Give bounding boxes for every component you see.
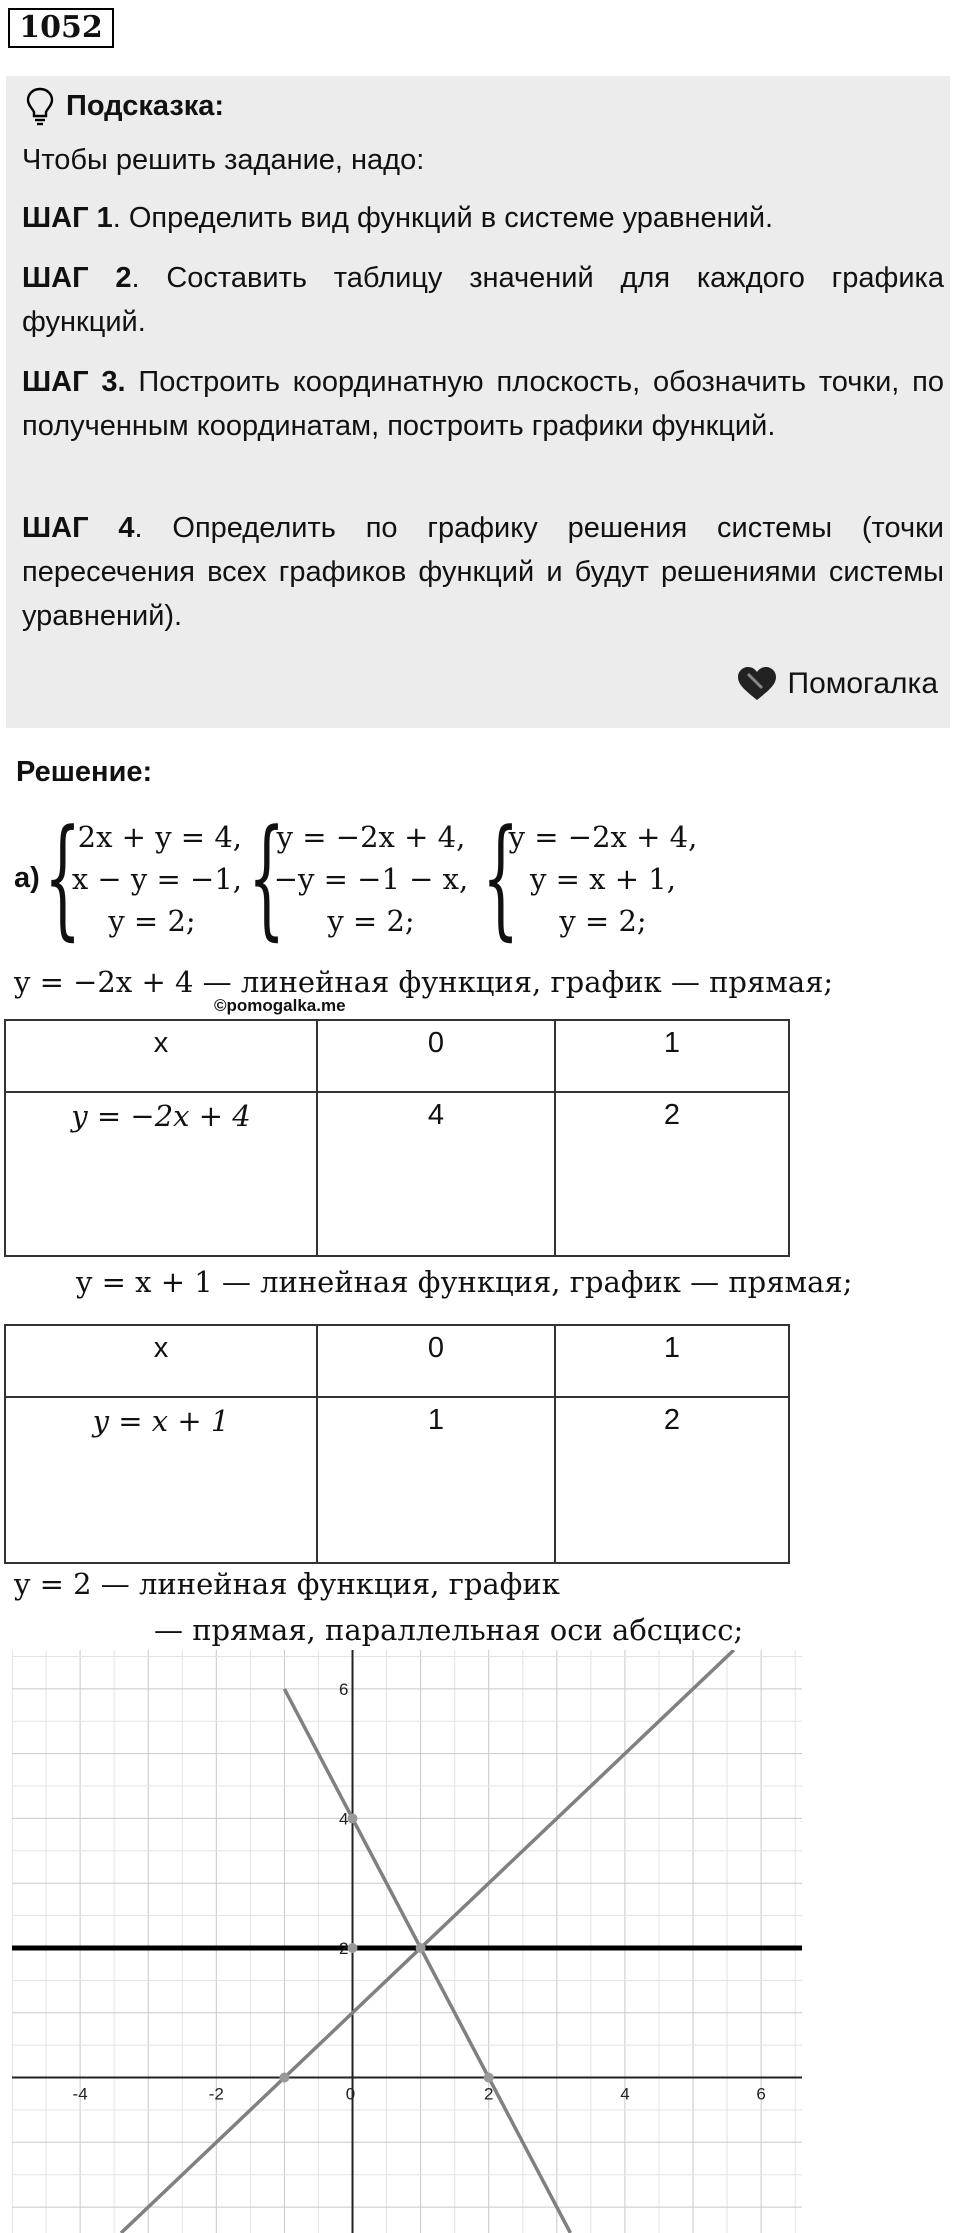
data-point <box>279 2073 289 2083</box>
tick-labels <box>73 1680 766 2104</box>
function-2-description: y = x + 1 — линейная функция, график — прямая; <box>76 1265 853 1299</box>
table-cell: y = x + 1 <box>5 1397 317 1563</box>
table-cell: 1 <box>317 1397 555 1563</box>
table-cell: 4 <box>317 1092 555 1256</box>
table-row <box>5 1397 789 1563</box>
values-table-1 <box>4 1019 790 1257</box>
function-1-description: y = −2x + 4 — линейная функция, график — прямая; <box>14 965 834 999</box>
brand-link[interactable] <box>736 662 939 706</box>
series-lines <box>12 1650 802 2233</box>
axes <box>12 1650 802 2233</box>
step-label: ШАГ 1 <box>22 202 113 234</box>
x-tick-label: -4 <box>72 2084 88 2104</box>
function-graph <box>12 1650 802 2233</box>
table-cell: 1 <box>555 1020 789 1092</box>
system-eq: y = x + 1, <box>530 862 676 896</box>
system-eq: x − y = −1, <box>71 862 242 896</box>
table-header-row <box>5 1325 789 1397</box>
table-cell: 0 <box>317 1020 555 1092</box>
hint-box <box>6 76 950 728</box>
table-cell: 0 <box>317 1325 555 1397</box>
brand-label: Помогалка <box>787 667 938 700</box>
system-eq: y = 2; <box>327 904 415 938</box>
series-line <box>121 1650 734 2233</box>
step-text: . Определить по графику решения системы (точки пересечения всех графиков функций и будут решениями системы уравнений). <box>22 512 944 632</box>
lightbulb-icon <box>24 86 56 126</box>
task-number: 1052 <box>8 8 114 48</box>
function-3-description: y = 2 — линейная функция, график <box>14 1567 560 1601</box>
table-cell: x <box>5 1325 317 1397</box>
step-text: . Составить таблицу значений для каждого графика функций. <box>22 262 944 338</box>
solution-title: Решение: <box>16 756 153 788</box>
step-text: Построить координатную плоскость, обозначить точки, по полученным координатам, построить графики функций. <box>22 366 944 442</box>
system-1 <box>62 816 242 942</box>
x-tick-label: 6 <box>756 2084 766 2104</box>
x-tick-label: -2 <box>208 2084 224 2104</box>
table-header-row <box>5 1020 789 1092</box>
step-text: . Определить вид функций в системе уравнений. <box>112 202 774 234</box>
table-cell: 2 <box>555 1397 789 1563</box>
x-tick-label: 2 <box>483 2084 494 2104</box>
table-cell: 2 <box>555 1092 789 1256</box>
y-tick-label: 2 <box>339 1938 349 1958</box>
function-3-description-cont: — прямая, параллельная оси абсцисс; <box>154 1613 744 1647</box>
table-cell: 1 <box>555 1325 789 1397</box>
part-label: а) <box>14 862 40 894</box>
step-label: ШАГ 4 <box>22 512 135 544</box>
hint-step-1 <box>22 196 944 240</box>
table-row <box>5 1092 789 1256</box>
system-brace: { <box>248 801 286 953</box>
system-eq: y = 2; <box>559 904 647 938</box>
system-eq: y = −2x + 4, <box>508 820 698 854</box>
hint-step-4 <box>22 506 944 638</box>
data-point <box>348 1813 358 1823</box>
table-cell: x <box>5 1020 317 1092</box>
y-tick-label: 6 <box>339 1679 349 1699</box>
y-tick-label: 4 <box>339 1809 349 1829</box>
x-tick-label: 4 <box>620 2084 630 2104</box>
system-brace: { <box>44 801 82 953</box>
x-tick-label: 0 <box>345 2084 356 2104</box>
hint-step-3 <box>22 360 944 448</box>
system-eq: 2x + y = 4, <box>77 820 242 854</box>
system-eq: −y = −1 − x, <box>273 862 469 896</box>
hint-step-2 <box>22 256 944 344</box>
system-eq: y = −2x + 4, <box>276 820 466 854</box>
hint-intro: Чтобы решить задание, надо: <box>22 144 425 176</box>
grid <box>12 1650 802 2233</box>
system-2 <box>266 816 476 942</box>
table-cell: y = −2x + 4 <box>5 1092 317 1256</box>
system-eq: y = 2; <box>108 904 196 938</box>
data-point <box>484 2073 494 2083</box>
data-point <box>416 1943 426 1953</box>
data-point <box>348 1943 358 1953</box>
heart-icon <box>736 666 778 702</box>
system-3 <box>498 816 708 942</box>
values-table-2 <box>4 1324 790 1564</box>
watermark: ©pomogalka.me <box>214 996 346 1015</box>
step-label: ШАГ 3. <box>22 366 126 398</box>
series-line <box>284 1689 570 2233</box>
step-label: ШАГ 2 <box>22 262 132 294</box>
system-brace: { <box>482 801 520 953</box>
hint-title: Подсказка: <box>66 90 225 122</box>
